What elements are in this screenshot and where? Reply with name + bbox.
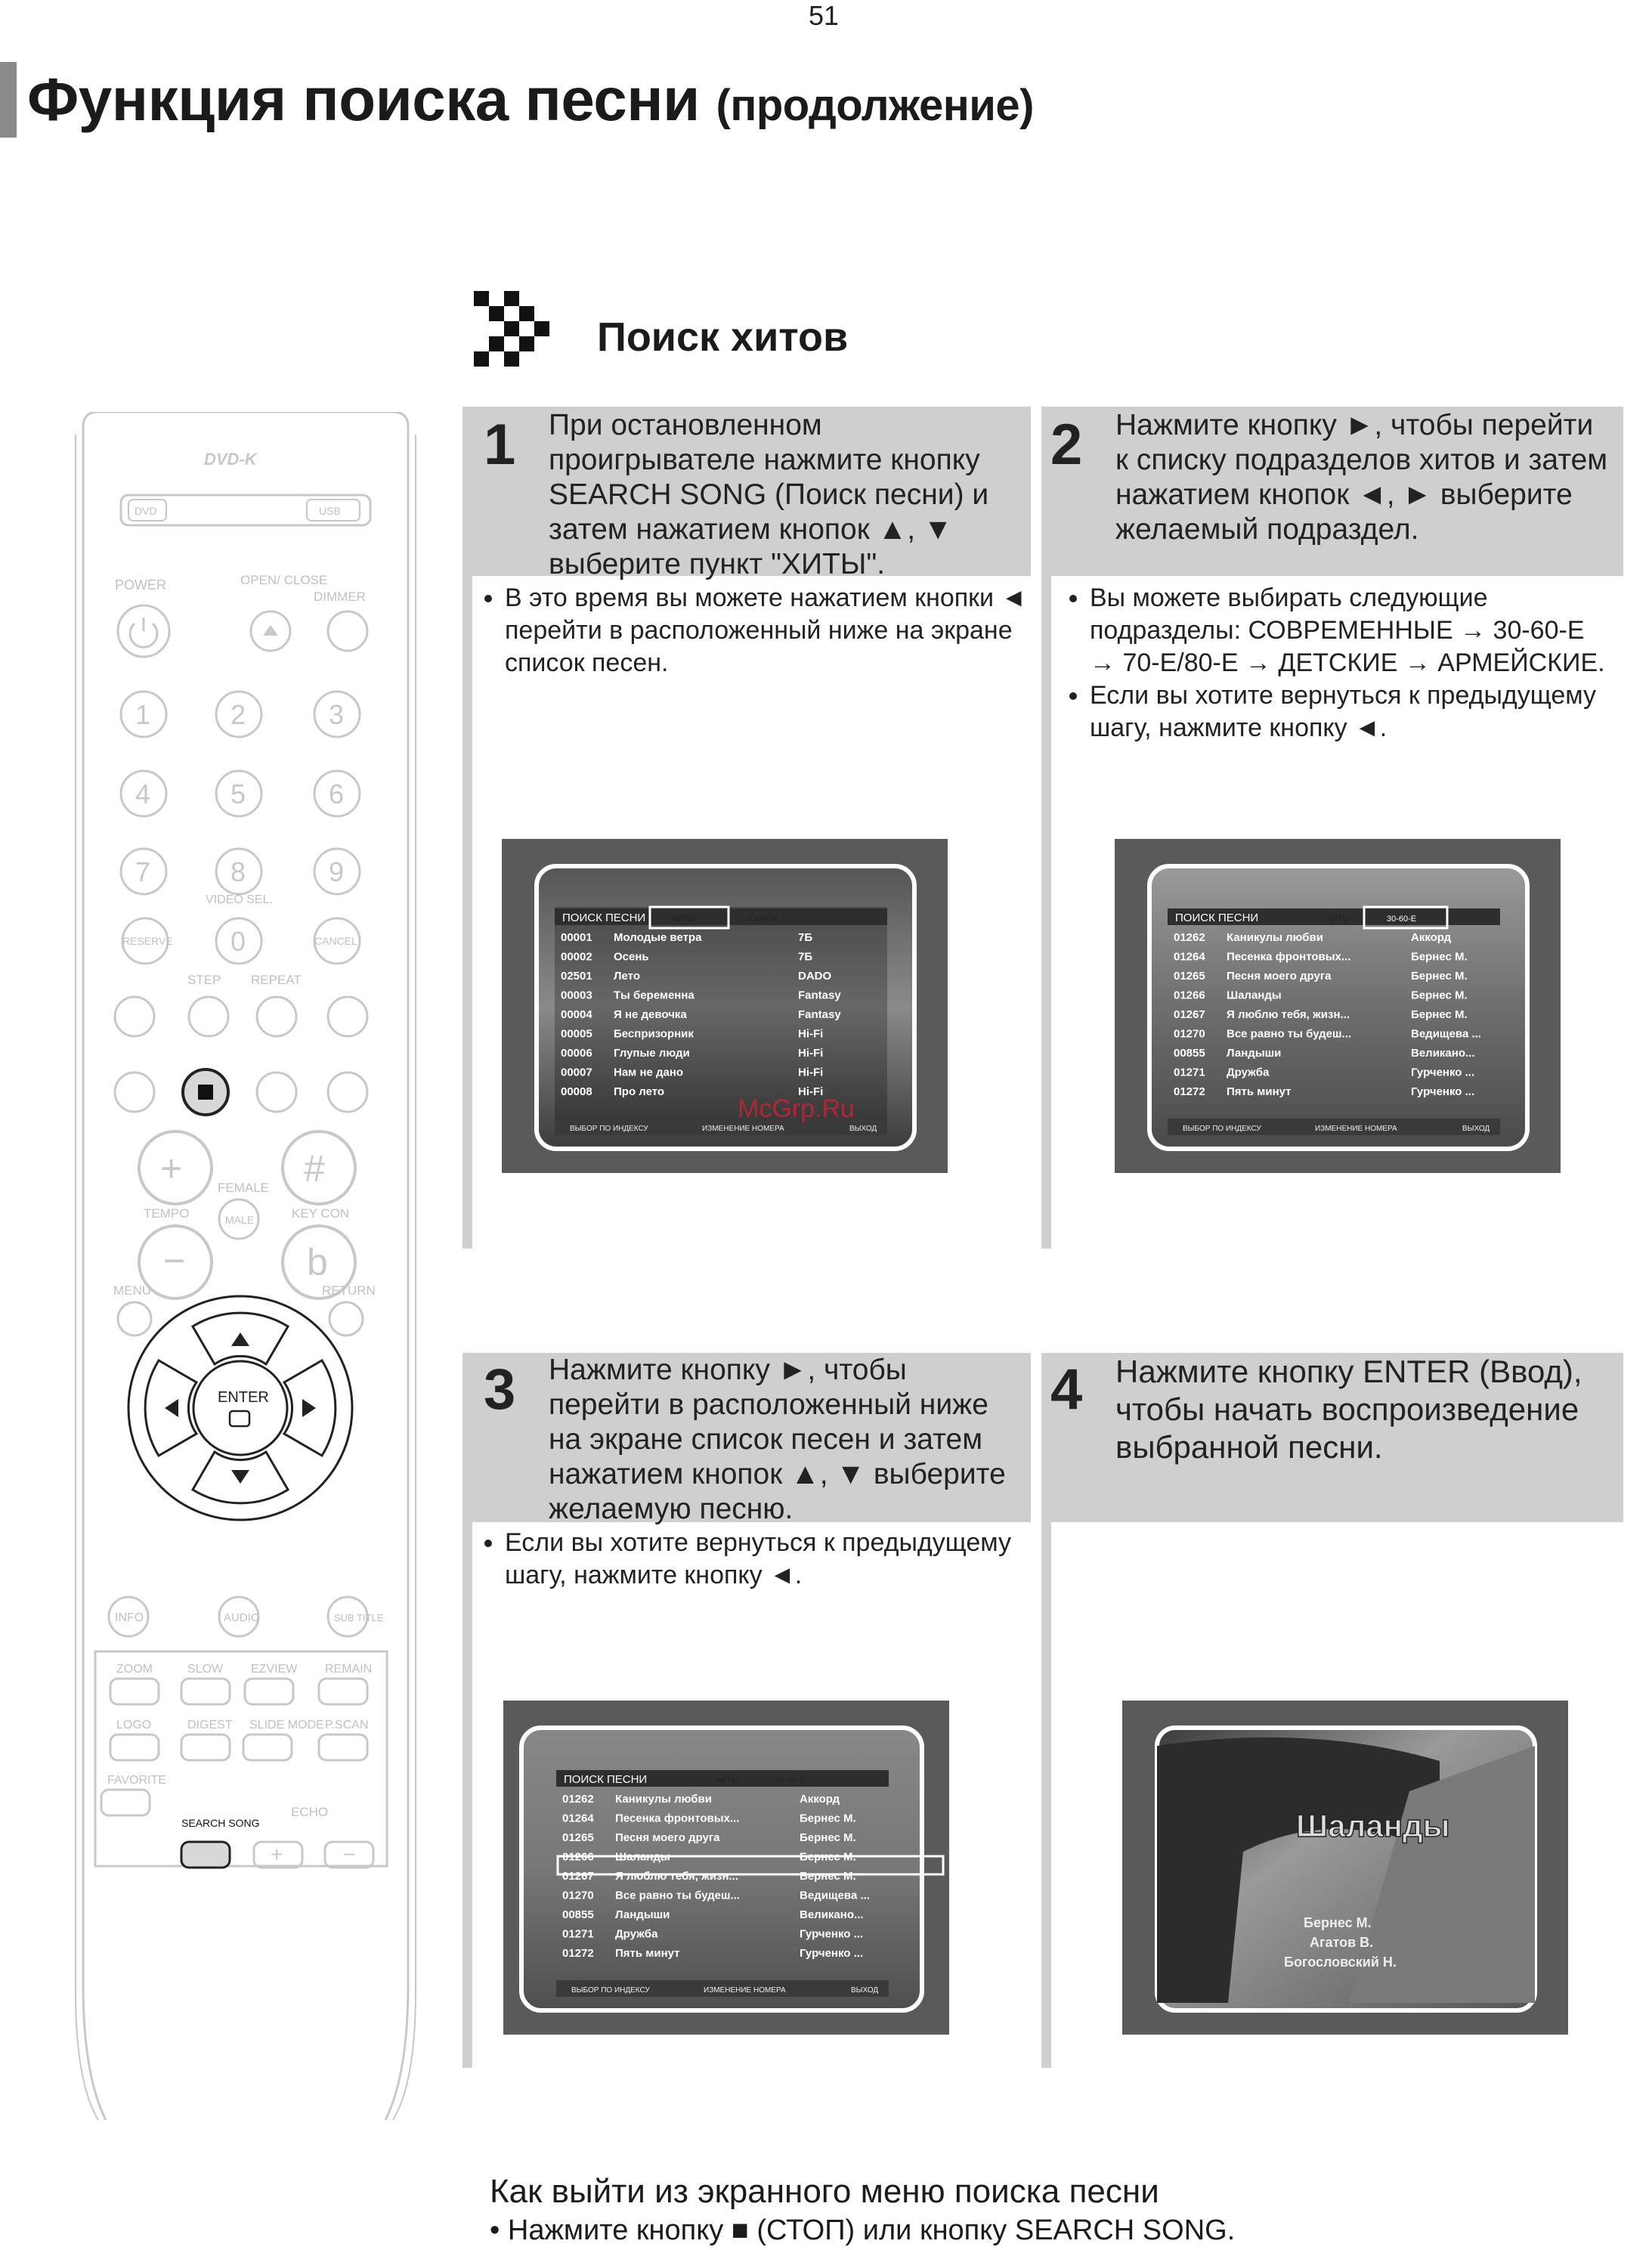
power-icon bbox=[130, 617, 157, 647]
s1-row-artist: Hi-Fi bbox=[798, 1066, 824, 1079]
power-label: POWER bbox=[115, 577, 167, 593]
s3-row-code: 01271 bbox=[562, 1927, 594, 1941]
s1-row-artist: 7Б bbox=[798, 950, 813, 964]
s1-row-artist: Fantasy bbox=[798, 1008, 841, 1021]
s3-row-code: 01270 bbox=[562, 1889, 594, 1902]
screen-2-footer-3: ВЫХОД bbox=[1462, 1125, 1490, 1133]
s1-row-title: Глупые люди bbox=[614, 1047, 690, 1060]
zoom-button[interactable] bbox=[110, 1679, 159, 1704]
screen-1-footer-3: ВЫХОД bbox=[849, 1125, 877, 1133]
s2-row-code: 01262 bbox=[1174, 931, 1205, 944]
screen-2-tab-b: 30-60-Е bbox=[1387, 915, 1417, 924]
return-label: RETURN bbox=[322, 1283, 376, 1298]
s3-row-title: Я люблю тебя, жизн... bbox=[615, 1870, 739, 1883]
enter-button bbox=[193, 1361, 287, 1455]
step-1-text: При остановленном проигрывателе нажмите кнопку SEARCH SONG (Поиск песни) и затем нажатием кнопок ▲, ▼ выберите пункт "ХИТЫ". bbox=[549, 409, 989, 580]
screen-1-hits-menu bbox=[502, 839, 948, 1173]
s2-row-code: 01271 bbox=[1174, 1066, 1205, 1079]
digit-4-label: 4 bbox=[135, 778, 151, 809]
step-1-rule bbox=[462, 576, 472, 1249]
title-accent-bar bbox=[0, 62, 17, 138]
function-key-group bbox=[95, 1651, 387, 1866]
step-label: STEP bbox=[187, 973, 221, 987]
remain-button[interactable] bbox=[319, 1679, 367, 1704]
info-label: INFO bbox=[115, 1611, 144, 1624]
echo-plus-icon: + bbox=[271, 1843, 283, 1866]
section-arrow-icon bbox=[474, 291, 572, 374]
slide-mode-button[interactable] bbox=[243, 1735, 292, 1760]
slow-label: SLOW bbox=[187, 1663, 224, 1676]
favorite-label: FAVORITE bbox=[107, 1774, 166, 1787]
howto-item-text: Нажмите кнопку ■ (СТОП) или кнопку SEARCH SONG. bbox=[507, 2214, 1236, 2246]
screen-2-tab-a: ХИТЫ bbox=[1326, 915, 1350, 924]
s1-row-artist: Fantasy bbox=[798, 989, 841, 1002]
screen-4-song-title: Шаланды bbox=[1296, 1808, 1450, 1843]
s2-row-title: Ландыши bbox=[1227, 1047, 1282, 1060]
repeat-label: REPEAT bbox=[251, 973, 302, 987]
s2-row-title: Я люблю тебя, жизн... bbox=[1227, 1008, 1350, 1021]
digit-6-label: 6 bbox=[329, 778, 345, 809]
digit-3-label: 3 bbox=[329, 699, 345, 730]
s3-row-title: Пять минут bbox=[615, 1947, 680, 1960]
s3-row-artist: Ведищева ... bbox=[800, 1889, 870, 1902]
step-3-rule bbox=[462, 1522, 472, 2068]
previous-button bbox=[115, 1072, 154, 1112]
step-4-text: Нажмите кнопку ENTER (Ввод), чтобы начать воспроизведение выбранной песни. bbox=[1115, 1354, 1582, 1465]
menu-button bbox=[118, 1302, 151, 1335]
screen-3-tab-a: ХИТЫ bbox=[715, 1776, 739, 1785]
page-title-main: Функция поиска песни bbox=[27, 66, 700, 133]
screen-3-header: ПОИСК ПЕСНИ bbox=[564, 1773, 648, 1786]
step-2-note-1: • Вы можете выбирать следующие подразделы: СОВРЕМЕННЫЕ → 30-60-Е → 70-Е/80-Е → ДЕТСКИЕ → АРМЕЙСКИЕ. bbox=[1090, 582, 1613, 679]
video-sel-label: VIDEO SEL. bbox=[206, 893, 273, 906]
s1-row-code: 00008 bbox=[561, 1085, 592, 1098]
screen-3-footer-2: ИЗМЕНЕНИЕ НОМЕРА bbox=[704, 1986, 786, 1995]
step-3-number: 3 bbox=[484, 1357, 516, 1422]
echo-minus-icon: − bbox=[343, 1843, 356, 1866]
step-button bbox=[189, 997, 228, 1036]
s1-row-artist: Hi-Fi bbox=[798, 1085, 824, 1098]
page-title-sub: (продолжение) bbox=[716, 81, 1034, 130]
enter-label: ENTER bbox=[218, 1389, 269, 1406]
key-con-label: KEY CON bbox=[292, 1206, 350, 1221]
s1-row-artist: Hi-Fi bbox=[798, 1027, 824, 1041]
cancel-label: CANCEL bbox=[314, 935, 357, 947]
tempo-label: TEMPO bbox=[144, 1206, 190, 1221]
s3-row-artist: Бернес М. bbox=[800, 1870, 856, 1883]
screen-3-footer-1: ВЫБОР ПО ИНДЕКСУ bbox=[571, 1986, 650, 1995]
male-label: MALE bbox=[225, 1214, 255, 1226]
s2-row-artist: Бернес М. bbox=[1411, 989, 1468, 1002]
s2-row-artist: Бернес М. bbox=[1411, 970, 1468, 983]
s2-row-code: 01266 bbox=[1174, 989, 1205, 1002]
female-label: FEMALE bbox=[218, 1181, 270, 1195]
s2-row-title: Песня моего друга bbox=[1227, 970, 1332, 983]
s3-row-code: 01267 bbox=[562, 1870, 594, 1883]
page-title bbox=[27, 65, 1034, 135]
s1-row-artist: 7Б bbox=[798, 931, 813, 944]
digit-0-label: 0 bbox=[230, 926, 246, 957]
s2-row-code: 01267 bbox=[1174, 1008, 1205, 1021]
screen-2-footer-2: ИЗМЕНЕНИЕ НОМЕРА bbox=[1315, 1125, 1397, 1133]
s2-row-code: 00855 bbox=[1174, 1047, 1205, 1060]
remote-logo: DVD-K bbox=[204, 450, 257, 469]
screen-3-footer-3: ВЫХОД bbox=[851, 1986, 879, 1995]
s3-row-code: 01262 bbox=[562, 1793, 594, 1806]
s3-row-artist: Бернес М. bbox=[800, 1850, 856, 1864]
s3-row-code: 00855 bbox=[562, 1908, 594, 1921]
ezview-button[interactable] bbox=[245, 1679, 293, 1704]
search-song-label: SEARCH SONG bbox=[181, 1817, 260, 1829]
s1-row-title: Я не девочка bbox=[614, 1008, 687, 1021]
minus-icon: − bbox=[163, 1240, 186, 1282]
s2-row-artist: Великано... bbox=[1411, 1047, 1475, 1060]
digest-label: DIGEST bbox=[187, 1719, 233, 1732]
s2-row-artist: Гурченко ... bbox=[1411, 1066, 1475, 1079]
step-3-text: Нажмите кнопку ►, чтобы перейти в расположенный ниже на экране список песен и затем нажатием кнопок ▲, ▼ выберите желаемую песню. bbox=[549, 1354, 1006, 1525]
screen-3-song-select bbox=[503, 1701, 949, 2035]
s1-row-title: Беспризорник bbox=[614, 1027, 694, 1041]
step-2-rule bbox=[1041, 576, 1051, 1249]
favorite-button[interactable] bbox=[101, 1790, 150, 1815]
s2-row-code: 01270 bbox=[1174, 1027, 1205, 1041]
step-2-number: 2 bbox=[1050, 413, 1083, 477]
s3-row-title: Каникулы любви bbox=[615, 1793, 712, 1806]
stop-icon bbox=[198, 1085, 213, 1100]
menu-label: MENU bbox=[113, 1283, 152, 1298]
rewind-button bbox=[115, 997, 154, 1036]
digit-1-label: 1 bbox=[135, 699, 151, 730]
pscan-button[interactable] bbox=[319, 1735, 367, 1760]
s1-row-title: Лето bbox=[614, 970, 640, 983]
screen-1-footer-1: ВЫБОР ПО ИНДЕКСУ bbox=[570, 1125, 648, 1133]
s3-row-artist: Бернес М. bbox=[800, 1812, 856, 1825]
s2-row-code: 01265 bbox=[1174, 970, 1205, 983]
s2-row-title: Песенка фронтовых... bbox=[1227, 950, 1351, 964]
s2-row-artist: Ведищева ... bbox=[1411, 1027, 1481, 1041]
s3-row-code: 01266 bbox=[562, 1850, 594, 1864]
s2-row-artist: Гурченко ... bbox=[1411, 1085, 1475, 1098]
play-pause-button bbox=[257, 1072, 296, 1112]
audio-label: AUDIO bbox=[224, 1611, 260, 1624]
s1-row-code: 02501 bbox=[561, 970, 592, 983]
s1-row-title: Про лето bbox=[614, 1085, 665, 1098]
digit-8-label: 8 bbox=[230, 856, 246, 887]
s2-row-title: Каникулы любви bbox=[1227, 931, 1323, 944]
eject-icon bbox=[263, 625, 278, 636]
s3-row-title: Ландыши bbox=[615, 1908, 670, 1921]
s2-row-title: Все равно ты будеш... bbox=[1227, 1027, 1352, 1041]
s1-row-code: 00005 bbox=[561, 1027, 592, 1041]
repeat-button bbox=[257, 997, 296, 1036]
screen-4-credit-1: Бернес М. bbox=[1304, 1915, 1372, 1930]
logo-btn-label: LOGO bbox=[116, 1719, 152, 1732]
remote-control bbox=[68, 412, 423, 2120]
screen-2-header: ПОИСК ПЕСНИ bbox=[1175, 911, 1259, 924]
s3-row-code: 01272 bbox=[562, 1947, 594, 1960]
s1-row-code: 00007 bbox=[561, 1066, 592, 1079]
s2-row-title: Шаланды bbox=[1227, 989, 1282, 1002]
s1-row-code: 00006 bbox=[561, 1047, 592, 1060]
next-button bbox=[328, 1072, 367, 1112]
s1-row-title: Осень bbox=[614, 950, 649, 964]
fast-forward-button bbox=[328, 997, 367, 1036]
s3-row-artist: Гурченко ... bbox=[800, 1947, 864, 1960]
dimmer-button bbox=[328, 611, 367, 651]
flat-icon: b bbox=[307, 1241, 328, 1283]
s2-row-title: Дружба bbox=[1227, 1066, 1270, 1079]
screen-2-subsection-menu bbox=[1115, 839, 1561, 1173]
s3-row-title: Все равно ты будеш... bbox=[615, 1889, 741, 1902]
step-4-number: 4 bbox=[1050, 1357, 1083, 1422]
pscan-label: P.SCAN bbox=[325, 1719, 369, 1732]
watermark: McGrp.Ru bbox=[738, 1094, 855, 1123]
reserve-label: RESERVE bbox=[122, 935, 173, 947]
s3-row-code: 01265 bbox=[562, 1831, 594, 1844]
s1-row-code: 00004 bbox=[561, 1008, 592, 1021]
s3-row-artist: Гурченко ... bbox=[800, 1927, 864, 1941]
step-2-note-2: • Если вы хотите вернуться к предыдущему шагу, нажмите кнопку ◄. bbox=[1090, 679, 1613, 744]
screen-1-header: ПОИСК ПЕСНИ bbox=[562, 911, 646, 924]
remain-label: REMAIN bbox=[325, 1663, 373, 1676]
logo-btn-button[interactable] bbox=[110, 1735, 159, 1760]
dimmer-label: DIMMER bbox=[314, 590, 366, 604]
step-1-note: • В это время вы можете нажатием кнопки ◄ перейти в расположенный ниже на экране список песен. bbox=[505, 582, 1028, 679]
digit-7-label: 7 bbox=[135, 856, 151, 887]
howto-item: • Нажмите кнопку ■ (СТОП) или кнопку SEARCH SONG. bbox=[490, 2214, 1236, 2246]
s1-row-title: Ты беременна bbox=[614, 989, 695, 1002]
screen-4-credit-2: Агатов В. bbox=[1310, 1935, 1374, 1950]
dvd-label: DVD bbox=[135, 505, 157, 517]
sharp-icon: # bbox=[304, 1147, 325, 1190]
section-title: Поиск хитов bbox=[597, 314, 849, 360]
s2-row-artist: Бернес М. bbox=[1411, 1008, 1468, 1021]
slow-button[interactable] bbox=[181, 1679, 230, 1704]
s2-row-artist: Аккорд bbox=[1411, 931, 1452, 944]
search-song-button bbox=[181, 1842, 230, 1868]
s3-row-title: Песенка фронтовых... bbox=[615, 1812, 740, 1825]
step-3-note: • Если вы хотите вернуться к предыдущему шагу, нажмите кнопку ◄. bbox=[505, 1527, 1028, 1592]
s1-row-artist: Hi-Fi bbox=[798, 1047, 824, 1060]
s3-row-artist: Аккорд bbox=[800, 1793, 840, 1806]
screen-1-tab-active: ХИТЫ bbox=[671, 915, 695, 924]
s1-row-title: Нам не дано bbox=[614, 1066, 684, 1079]
subtitle-label: SUB TITLE bbox=[334, 1612, 384, 1623]
s1-row-artist: DADO bbox=[798, 970, 832, 983]
s3-row-code: 01264 bbox=[562, 1812, 594, 1825]
slide-mode-label: SLIDE MODE bbox=[249, 1719, 324, 1732]
screen-2-footer-1: ВЫБОР ПО ИНДЕКСУ bbox=[1183, 1125, 1261, 1133]
screen-4-playback bbox=[1122, 1701, 1568, 2035]
s1-row-code: 00003 bbox=[561, 989, 592, 1002]
screen-1-tab-other: СОВРЕМ bbox=[745, 915, 778, 924]
ezview-label: EZVIEW bbox=[251, 1663, 298, 1676]
howto-title: Как выйти из экранного меню поиска песни bbox=[490, 2173, 1159, 2210]
function-keys bbox=[101, 1663, 372, 1815]
digit-5-label: 5 bbox=[230, 778, 246, 809]
s3-row-title: Песня моего друга bbox=[615, 1831, 720, 1844]
zoom-label: ZOOM bbox=[116, 1663, 153, 1676]
s1-row-title: Молодые ветра bbox=[614, 931, 702, 944]
s2-row-code: 01272 bbox=[1174, 1085, 1205, 1098]
step-2-notes bbox=[1069, 582, 1613, 744]
screen-4-credit-3: Богословский Н. bbox=[1284, 1954, 1397, 1970]
s2-row-code: 01264 bbox=[1174, 950, 1205, 964]
screen-1-footer-2: ИЗМЕНЕНИЕ НОМЕРА bbox=[702, 1125, 784, 1133]
s3-row-title: Дружба bbox=[615, 1927, 658, 1941]
step-4-rule bbox=[1041, 1522, 1051, 2068]
page-number: 51 bbox=[808, 0, 840, 31]
digest-button[interactable] bbox=[181, 1735, 230, 1760]
step-1-number: 1 bbox=[484, 413, 516, 477]
digit-2-label: 2 bbox=[230, 699, 246, 730]
s1-row-code: 00001 bbox=[561, 931, 592, 944]
usb-label: USB bbox=[319, 505, 341, 517]
s3-row-artist: Бернес М. bbox=[800, 1831, 856, 1844]
digit-9-label: 9 bbox=[329, 856, 345, 887]
open-close-label: OPEN/ CLOSE bbox=[240, 573, 328, 587]
s1-row-code: 00002 bbox=[561, 950, 592, 964]
plus-icon: + bbox=[160, 1147, 183, 1190]
s2-row-title: Пять минут bbox=[1227, 1085, 1292, 1098]
s2-row-artist: Бернес М. bbox=[1411, 950, 1468, 964]
return-button bbox=[329, 1302, 363, 1335]
screen-3-tab-b: 30-60-Е bbox=[775, 1776, 806, 1785]
echo-label: ECHO bbox=[291, 1805, 329, 1819]
s3-row-title: Шаланды bbox=[615, 1850, 670, 1864]
step-3-notes bbox=[484, 1527, 1028, 1592]
s3-row-artist: Великано... bbox=[800, 1908, 864, 1921]
step-2-text: Нажмите кнопку ►, чтобы перейти к списку подразделов хитов и затем нажатием кнопок ◄, ► выберите желаемый подраздел. bbox=[1115, 409, 1608, 546]
step-1-notes bbox=[484, 582, 1028, 679]
